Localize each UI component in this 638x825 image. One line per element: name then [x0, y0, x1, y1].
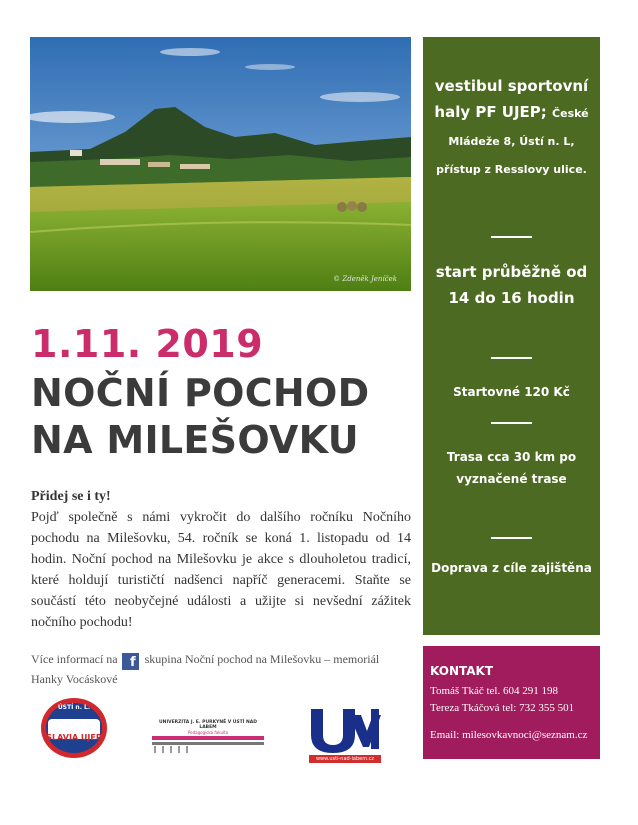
divider — [491, 537, 532, 539]
slavia-logo — [40, 697, 108, 759]
venue-address: České Mládeže 8, Ústí n. L, přístup z Resslovy ulice. — [436, 107, 589, 176]
description-paragraph: Pojď společně s námi vykročit do dalšího ročníku Nočního pochodu na Milešovku, 54. ročník se koná 1. listopadu od 14 hodin. Noční pochod na Milešovku je akce s dlouholetou tradicí, které holdují turističtí nadšenci napříč generacemi. Staňte se součástí této neobyčejné události a užijte si nevšední zážitek nočního pochodu! — [31, 510, 411, 630]
facebook-icon[interactable]: f — [122, 653, 139, 670]
venue-info — [431, 73, 592, 183]
more-info — [31, 650, 391, 689]
contact-panel — [423, 646, 600, 759]
divider — [491, 236, 532, 238]
landscape-image — [30, 37, 411, 291]
ujep-logo — [150, 718, 266, 754]
event-title — [31, 370, 369, 464]
lead-text: Přidej se i ty! — [31, 489, 111, 504]
entry-fee: Startovné 120 Kč — [453, 385, 570, 399]
event-date: 1.11. 2019 — [31, 322, 264, 366]
transport-info: Doprava z cíle zajištěna — [431, 561, 592, 575]
contact-heading: KONTAKT — [430, 664, 494, 678]
divider — [491, 422, 532, 424]
route-info: Trasa cca 30 km po vyznačené trase — [446, 450, 577, 486]
contact-phone-1[interactable]: Tomáš Tkáč tel. 604 291 198 — [430, 685, 558, 697]
divider — [491, 357, 532, 359]
usti-emblem — [309, 705, 381, 755]
contact-email[interactable]: Email: milesovkavnoci@seznam.cz — [430, 729, 588, 741]
slavia-name: SLAVIA UJEP — [46, 733, 102, 742]
more-info-prefix: Více informací na — [31, 652, 118, 666]
ujep-name: UNIVERZITA J. E. PURKYNĚ V ÚSTÍ NAD LABEM — [159, 720, 257, 730]
slavia-city: ÚSTÍ n. L. — [57, 704, 91, 711]
title-line-2: NA MILEŠOVKU — [31, 418, 359, 462]
usti-logo — [309, 705, 381, 763]
venue-main: vestibul sportovní haly PF UJEP; — [434, 77, 589, 121]
event-description — [31, 486, 411, 633]
usti-url: www.usti-nad-labem.cz — [309, 755, 381, 763]
info-panel — [423, 37, 600, 635]
hero-photo — [30, 37, 411, 291]
photo-credit: © Zdeněk Jeníček — [333, 275, 397, 283]
ujep-faculty: Pedagogická fakulta — [187, 730, 229, 735]
start-time: start průběžně od 14 do 16 hodin — [435, 263, 588, 307]
more-info-suffix: skupina Noční pochod na Milešovku – memoriál Hanky Vocáskové — [31, 652, 380, 686]
title-line-1: NOČNÍ POCHOD — [31, 371, 370, 415]
contact-phone-2[interactable]: Tereza Tkáčová tel: 732 355 501 — [430, 702, 575, 714]
